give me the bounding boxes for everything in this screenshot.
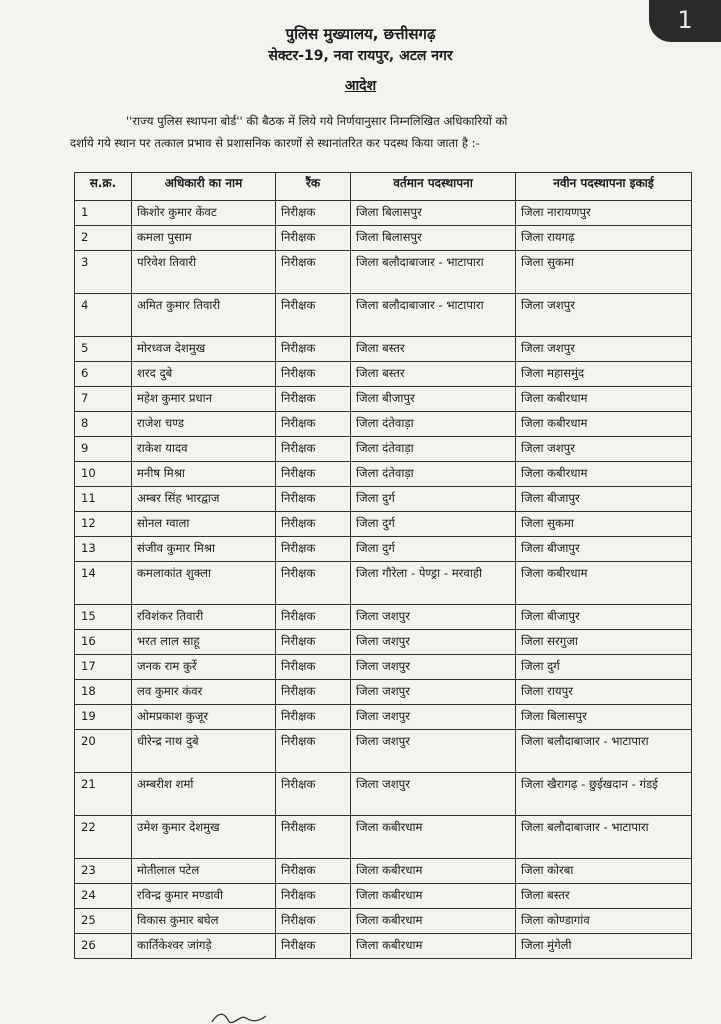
header-officer-name: अधिकारी का नाम bbox=[132, 173, 276, 201]
new-posting-cell: जिला बलौदाबाजार - भाटापारा bbox=[516, 816, 692, 859]
rank-cell: निरीक्षक bbox=[276, 294, 351, 337]
new-posting-cell: जिला जशपुर bbox=[516, 337, 692, 362]
serial-cell: 24 bbox=[75, 884, 132, 909]
officer-name-cell: किशोर कुमार केंवट bbox=[132, 201, 276, 226]
order-title: आदेश bbox=[344, 78, 377, 94]
new-posting-cell: जिला मुंगेली bbox=[516, 934, 692, 959]
serial-cell: 22 bbox=[75, 816, 132, 859]
current-posting-cell: जिला कबीरधाम bbox=[351, 816, 516, 859]
officer-name-cell: उमेश कुमार देशमुख bbox=[132, 816, 276, 859]
table-row bbox=[75, 655, 692, 680]
current-posting-cell: जिला बलौदाबाजार - भाटापारा bbox=[351, 294, 516, 337]
current-posting-cell: जिला जशपुर bbox=[351, 655, 516, 680]
serial-cell: 7 bbox=[75, 387, 132, 412]
officer-name-cell: ओमप्रकाश कुजूर bbox=[132, 705, 276, 730]
new-posting-cell: जिला कोरबा bbox=[516, 859, 692, 884]
header-address: सेक्टर-19, नवा रायपुर, अटल नगर bbox=[268, 48, 453, 64]
header-serial: स.क्र. bbox=[75, 173, 132, 201]
rank-cell: निरीक्षक bbox=[276, 462, 351, 487]
serial-cell: 17 bbox=[75, 655, 132, 680]
current-posting-cell: जिला बिलासपुर bbox=[351, 226, 516, 251]
rank-cell: निरीक्षक bbox=[276, 816, 351, 859]
current-posting-cell: जिला जशपुर bbox=[351, 680, 516, 705]
officer-name-cell: मनीष मिश्रा bbox=[132, 462, 276, 487]
new-posting-cell: जिला दुर्ग bbox=[516, 655, 692, 680]
new-posting-cell: जिला बीजापुर bbox=[516, 487, 692, 512]
rank-cell: निरीक्षक bbox=[276, 537, 351, 562]
new-posting-cell: जिला बीजापुर bbox=[516, 537, 692, 562]
new-posting-cell: जिला बिलासपुर bbox=[516, 705, 692, 730]
current-posting-cell: जिला बीजापुर bbox=[351, 387, 516, 412]
serial-cell: 2 bbox=[75, 226, 132, 251]
current-posting-cell: जिला बस्तर bbox=[351, 362, 516, 387]
table-row bbox=[75, 816, 692, 859]
serial-cell: 9 bbox=[75, 437, 132, 462]
officer-name-cell: अमित कुमार तिवारी bbox=[132, 294, 276, 337]
intro-paragraph bbox=[70, 110, 690, 154]
transfer-table bbox=[74, 172, 692, 959]
officer-name-cell: संजीव कुमार मिश्रा bbox=[132, 537, 276, 562]
intro-line-2: दर्शाये गये स्थान पर तत्काल प्रभाव से प्रशासनिक कारणों से स्थानांतरित कर पदस्थ किया जाता है :- bbox=[70, 136, 480, 150]
page-number-badge: 1 bbox=[649, 0, 721, 42]
new-posting-cell: जिला कबीरधाम bbox=[516, 462, 692, 487]
table-row bbox=[75, 387, 692, 412]
table-row bbox=[75, 412, 692, 437]
officer-name-cell: भरत लाल साहू bbox=[132, 630, 276, 655]
rank-cell: निरीक्षक bbox=[276, 859, 351, 884]
rank-cell: निरीक्षक bbox=[276, 630, 351, 655]
table-row bbox=[75, 909, 692, 934]
serial-cell: 8 bbox=[75, 412, 132, 437]
header-office-name: पुलिस मुख्यालय, छत्तीसगढ़ bbox=[285, 25, 436, 43]
new-posting-cell: जिला महासमुंद bbox=[516, 362, 692, 387]
new-posting-cell: जिला सुकमा bbox=[516, 251, 692, 294]
rank-cell: निरीक्षक bbox=[276, 387, 351, 412]
serial-cell: 12 bbox=[75, 512, 132, 537]
current-posting-cell: जिला जशपुर bbox=[351, 630, 516, 655]
current-posting-cell: जिला दुर्ग bbox=[351, 512, 516, 537]
officer-name-cell: कमलाकांत शुक्ला bbox=[132, 562, 276, 605]
current-posting-cell: जिला कबीरधाम bbox=[351, 909, 516, 934]
current-posting-cell: जिला बिलासपुर bbox=[351, 201, 516, 226]
current-posting-cell: जिला दंतेवाड़ा bbox=[351, 412, 516, 437]
table-row bbox=[75, 773, 692, 816]
table-row bbox=[75, 934, 692, 959]
officer-name-cell: रविन्द्र कुमार मण्डावी bbox=[132, 884, 276, 909]
officer-name-cell: शरद दुबे bbox=[132, 362, 276, 387]
officer-name-cell: अम्बरीश शर्मा bbox=[132, 773, 276, 816]
table-body bbox=[75, 201, 692, 959]
current-posting-cell: जिला जशपुर bbox=[351, 605, 516, 630]
serial-cell: 25 bbox=[75, 909, 132, 934]
table-row bbox=[75, 680, 692, 705]
officer-name-cell: विकास कुमार बघेल bbox=[132, 909, 276, 934]
table-row bbox=[75, 730, 692, 773]
new-posting-cell: जिला सुकमा bbox=[516, 512, 692, 537]
table-row bbox=[75, 462, 692, 487]
serial-cell: 14 bbox=[75, 562, 132, 605]
new-posting-cell: जिला खैरागढ़ - छुईखदान - गंडई bbox=[516, 773, 692, 816]
rank-cell: निरीक्षक bbox=[276, 605, 351, 630]
new-posting-cell: जिला जशपुर bbox=[516, 294, 692, 337]
serial-cell: 6 bbox=[75, 362, 132, 387]
table-row bbox=[75, 605, 692, 630]
serial-cell: 21 bbox=[75, 773, 132, 816]
serial-cell: 26 bbox=[75, 934, 132, 959]
current-posting-cell: जिला दुर्ग bbox=[351, 537, 516, 562]
rank-cell: निरीक्षक bbox=[276, 773, 351, 816]
serial-cell: 3 bbox=[75, 251, 132, 294]
current-posting-cell: जिला कबीरधाम bbox=[351, 859, 516, 884]
officer-name-cell: परिवेश तिवारी bbox=[132, 251, 276, 294]
officer-name-cell: जनक राम कुर्रे bbox=[132, 655, 276, 680]
current-posting-cell: जिला कबीरधाम bbox=[351, 884, 516, 909]
current-posting-cell: जिला बलौदाबाजार - भाटापारा bbox=[351, 251, 516, 294]
rank-cell: निरीक्षक bbox=[276, 337, 351, 362]
table-row bbox=[75, 487, 692, 512]
new-posting-cell: जिला जशपुर bbox=[516, 437, 692, 462]
current-posting-cell: जिला बस्तर bbox=[351, 337, 516, 362]
new-posting-cell: जिला बलौदाबाजार - भाटापारा bbox=[516, 730, 692, 773]
serial-cell: 1 bbox=[75, 201, 132, 226]
current-posting-cell: जिला जशपुर bbox=[351, 730, 516, 773]
officer-name-cell: धीरेन्द्र नाथ दुबे bbox=[132, 730, 276, 773]
serial-cell: 10 bbox=[75, 462, 132, 487]
new-posting-cell: जिला कोण्डागांव bbox=[516, 909, 692, 934]
new-posting-cell: जिला बीजापुर bbox=[516, 605, 692, 630]
table-row bbox=[75, 562, 692, 605]
officer-name-cell: सोनल ग्वाला bbox=[132, 512, 276, 537]
officer-name-cell: राजेश चण्ड bbox=[132, 412, 276, 437]
rank-cell: निरीक्षक bbox=[276, 512, 351, 537]
serial-cell: 16 bbox=[75, 630, 132, 655]
current-posting-cell: जिला दुर्ग bbox=[351, 487, 516, 512]
new-posting-cell: जिला रायपुर bbox=[516, 680, 692, 705]
rank-cell: निरीक्षक bbox=[276, 362, 351, 387]
serial-cell: 20 bbox=[75, 730, 132, 773]
rank-cell: निरीक्षक bbox=[276, 487, 351, 512]
officer-name-cell: मोतीलाल पटेल bbox=[132, 859, 276, 884]
new-posting-cell: जिला नारायणपुर bbox=[516, 201, 692, 226]
table-row bbox=[75, 226, 692, 251]
table-row bbox=[75, 630, 692, 655]
header-rank: रैंक bbox=[276, 173, 351, 201]
rank-cell: निरीक्षक bbox=[276, 655, 351, 680]
officer-name-cell: अम्बर सिंह भारद्वाज bbox=[132, 487, 276, 512]
table-row bbox=[75, 201, 692, 226]
rank-cell: निरीक्षक bbox=[276, 226, 351, 251]
officer-name-cell: राकेश यादव bbox=[132, 437, 276, 462]
serial-cell: 15 bbox=[75, 605, 132, 630]
rank-cell: निरीक्षक bbox=[276, 934, 351, 959]
header-current-posting: वर्तमान पदस्थापना bbox=[351, 173, 516, 201]
table-row bbox=[75, 251, 692, 294]
table-row bbox=[75, 537, 692, 562]
current-posting-cell: जिला जशपुर bbox=[351, 705, 516, 730]
header-new-posting: नवीन पदस्थापना इकाई bbox=[516, 173, 692, 201]
serial-cell: 23 bbox=[75, 859, 132, 884]
new-posting-cell: जिला कबीरधाम bbox=[516, 412, 692, 437]
rank-cell: निरीक्षक bbox=[276, 705, 351, 730]
rank-cell: निरीक्षक bbox=[276, 412, 351, 437]
current-posting-cell: जिला दंतेवाड़ा bbox=[351, 437, 516, 462]
rank-cell: निरीक्षक bbox=[276, 251, 351, 294]
table-row bbox=[75, 884, 692, 909]
serial-cell: 11 bbox=[75, 487, 132, 512]
current-posting-cell: जिला जशपुर bbox=[351, 773, 516, 816]
rank-cell: निरीक्षक bbox=[276, 562, 351, 605]
officer-name-cell: रविशंकर तिवारी bbox=[132, 605, 276, 630]
current-posting-cell: जिला कबीरधाम bbox=[351, 934, 516, 959]
current-posting-cell: जिला दंतेवाड़ा bbox=[351, 462, 516, 487]
serial-cell: 5 bbox=[75, 337, 132, 362]
table-row bbox=[75, 294, 692, 337]
new-posting-cell: जिला कबीरधाम bbox=[516, 387, 692, 412]
rank-cell: निरीक्षक bbox=[276, 909, 351, 934]
rank-cell: निरीक्षक bbox=[276, 201, 351, 226]
table-row bbox=[75, 859, 692, 884]
serial-cell: 13 bbox=[75, 537, 132, 562]
table-row bbox=[75, 512, 692, 537]
intro-line-1: ''राज्य पुलिस स्थापना बोर्ड'' की बैठक में लिये गये निर्णयानुसार निम्नलिखित अधिकारियों को bbox=[126, 114, 508, 128]
current-posting-cell: जिला गौरेला - पेण्ड्रा - मरवाही bbox=[351, 562, 516, 605]
table-row bbox=[75, 362, 692, 387]
table-row bbox=[75, 437, 692, 462]
officer-name-cell: कमला पुसाम bbox=[132, 226, 276, 251]
signature-mark bbox=[210, 1008, 270, 1024]
rank-cell: निरीक्षक bbox=[276, 730, 351, 773]
serial-cell: 4 bbox=[75, 294, 132, 337]
new-posting-cell: जिला रायगढ़ bbox=[516, 226, 692, 251]
officer-name-cell: मोरध्वज देशमुख bbox=[132, 337, 276, 362]
table-row bbox=[75, 705, 692, 730]
new-posting-cell: जिला बस्तर bbox=[516, 884, 692, 909]
rank-cell: निरीक्षक bbox=[276, 437, 351, 462]
rank-cell: निरीक्षक bbox=[276, 680, 351, 705]
new-posting-cell: जिला कबीरधाम bbox=[516, 562, 692, 605]
new-posting-cell: जिला सरगुजा bbox=[516, 630, 692, 655]
serial-cell: 18 bbox=[75, 680, 132, 705]
table-row bbox=[75, 337, 692, 362]
officer-name-cell: लव कुमार कंवर bbox=[132, 680, 276, 705]
table-header-row bbox=[75, 173, 692, 201]
rank-cell: निरीक्षक bbox=[276, 884, 351, 909]
officer-name-cell: महेश कुमार प्रधान bbox=[132, 387, 276, 412]
officer-name-cell: कार्तिकेश्वर जांगड़े bbox=[132, 934, 276, 959]
serial-cell: 19 bbox=[75, 705, 132, 730]
